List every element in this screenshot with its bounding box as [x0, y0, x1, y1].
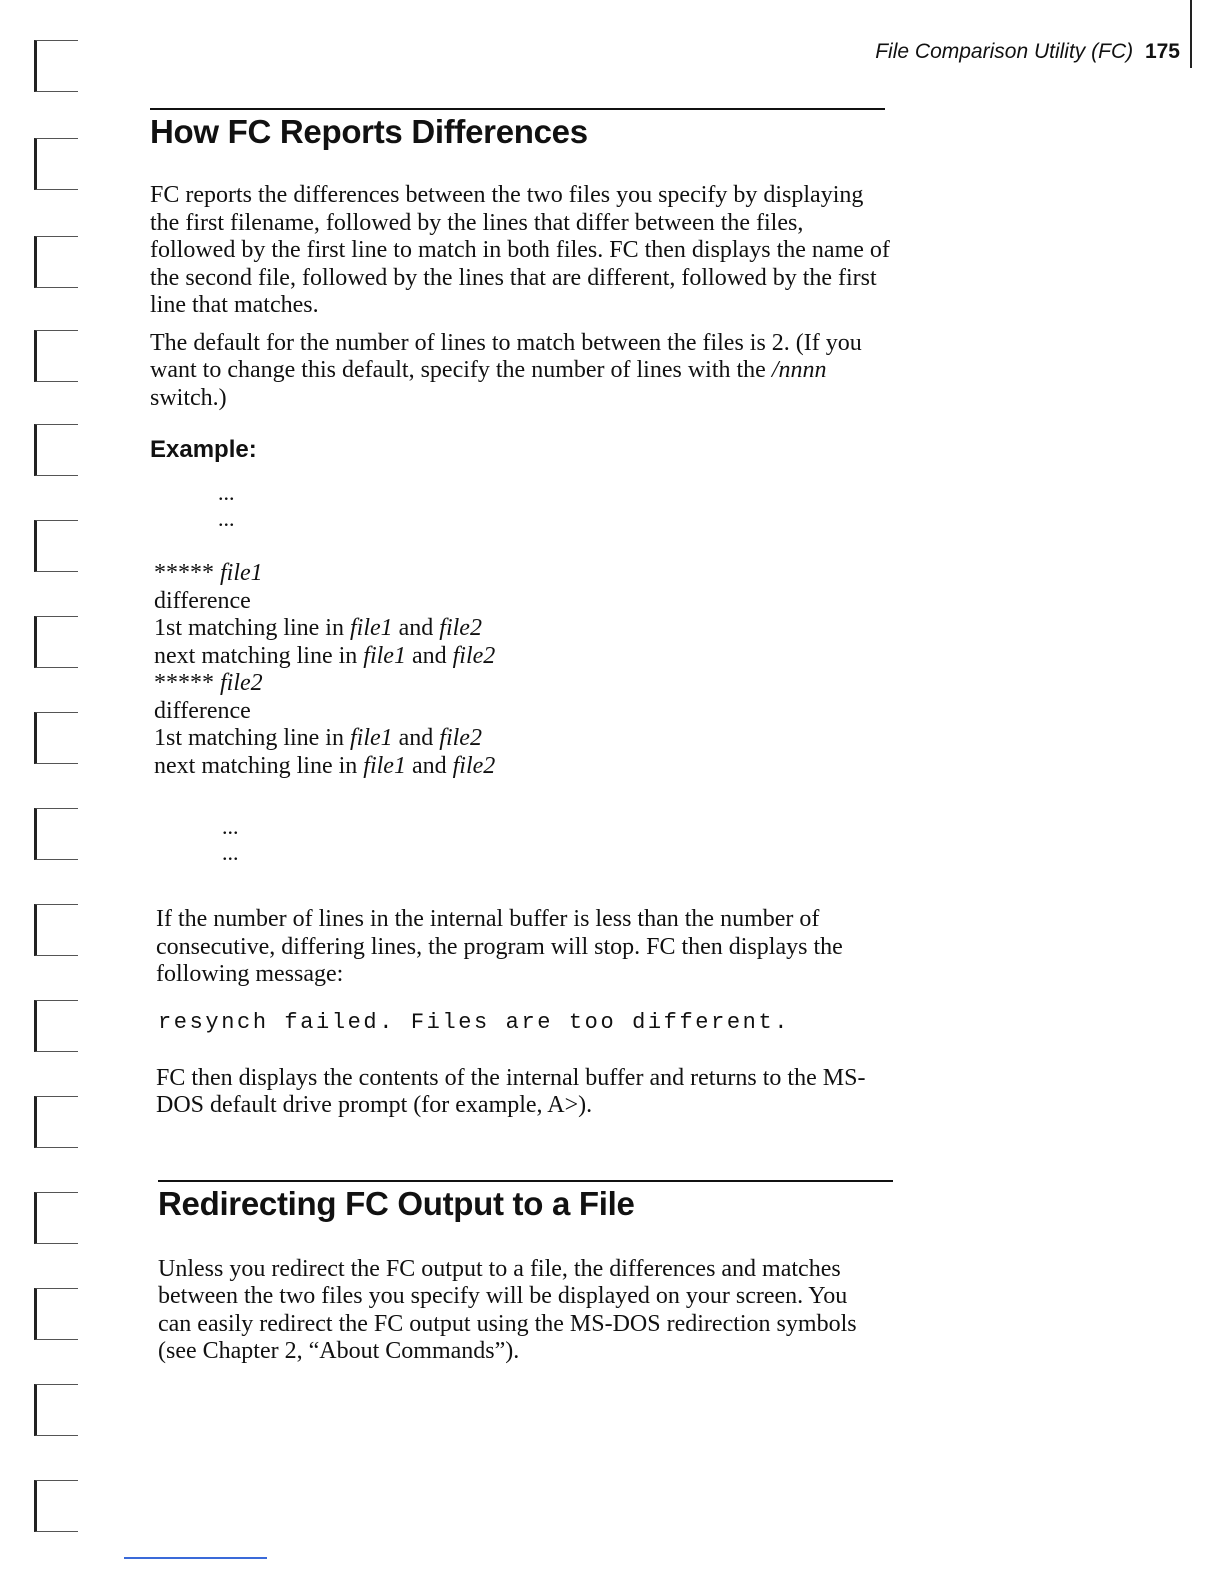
binder-tab-mark — [34, 808, 78, 860]
margin-rule — [1190, 0, 1192, 68]
paragraph-redirect — [158, 1256, 873, 1366]
binder-tab-mark — [34, 712, 78, 764]
section-rule — [150, 108, 885, 110]
running-head — [875, 40, 1180, 64]
paragraph-text: FC then displays the contents of the internal buffer and returns to the — [156, 1064, 823, 1091]
and-text: and — [405, 642, 453, 669]
ellipsis: ... — [218, 506, 235, 531]
file-name: file2 — [452, 642, 496, 669]
paragraph-text: Unless you redirect the FC output to a file, the differences and matches between the two files you specify will be displayed on your screen. You can easily redirect the FC output using the — [158, 1255, 848, 1337]
paragraph-fc-reports: FC reports the differences between the two files you specify by displaying the first filename, followed by the lines that differ between the files, followed by the first line to match in both files. FC then displays the name of the second file, followed by the lines that are different, followed by the first line that matches. — [150, 182, 890, 318]
ellipsis: ... — [222, 814, 239, 839]
section-rule — [158, 1180, 893, 1182]
binder-tab-mark — [34, 520, 78, 572]
switch-name: /nnnn — [771, 357, 827, 383]
ellipsis: ... — [222, 840, 239, 865]
example-line — [154, 725, 890, 753]
file-name: file1 — [220, 560, 263, 586]
file-name: file1 — [349, 615, 393, 641]
page-edge-mark — [124, 1557, 267, 1559]
match-text: next matching line in — [154, 642, 364, 669]
page-content — [150, 108, 890, 1366]
binder-tab-mark — [34, 1288, 78, 1340]
binder-tab-mark — [34, 616, 78, 668]
match-text: next matching line in — [154, 752, 364, 779]
file-name: file2 — [452, 752, 496, 779]
paragraph-buffer-contents — [156, 1065, 876, 1120]
example-line — [154, 670, 890, 698]
binder-tab-mark — [34, 40, 78, 92]
binder-tab-mark — [34, 904, 78, 956]
paragraph-text: default drive prompt (for example, A>). — [204, 1092, 593, 1118]
page-number: 175 — [1144, 40, 1180, 63]
msdos-text: MS-DOS — [156, 1064, 866, 1118]
running-head-title: File Comparison Utility (FC) — [875, 40, 1134, 63]
file-name: file1 — [363, 752, 406, 779]
example-line — [154, 615, 890, 643]
example-line — [154, 643, 890, 671]
binder-tab-mark — [34, 1096, 78, 1148]
binder-tab-mark — [34, 1480, 78, 1532]
file-name: file1 — [363, 642, 406, 669]
file-name: file2 — [439, 615, 482, 641]
example-line — [154, 753, 890, 781]
paragraph-text: redirection symbols (see Chapter 2, “About Commands”). — [158, 1310, 857, 1364]
paragraph-text: switch.) — [150, 384, 227, 411]
example-output — [150, 560, 890, 780]
file-name: file2 — [439, 725, 482, 751]
ellipsis: ... — [218, 480, 235, 505]
binder-tab-mark — [34, 236, 78, 288]
match-text: 1st matching line in — [154, 615, 350, 641]
paragraph-buffer: If the number of lines in the internal buffer is less than the number of consecutive, differing lines, the program will stop. FC then displays the following message: — [156, 906, 843, 987]
file-name: file2 — [220, 670, 263, 696]
stars: ***** — [154, 560, 214, 586]
paragraph-text: The default for the number of lines to match between the files is 2. (If you want to change this default, specify the number of lines with the — [150, 329, 862, 383]
file-name: file1 — [349, 725, 393, 751]
example-label: Example: — [150, 436, 257, 463]
msdos-text: MS-DOS — [569, 1310, 661, 1337]
example-line: difference — [154, 697, 251, 724]
and-text: and — [392, 725, 440, 751]
binder-tab-mark — [34, 1192, 78, 1244]
binder-tab-mark — [34, 330, 78, 382]
and-text: and — [405, 752, 453, 779]
and-text: and — [392, 615, 440, 641]
binder-tab-mark — [34, 1384, 78, 1436]
section-heading-redirecting: Redirecting FC Output to a File — [158, 1184, 635, 1222]
binder-tab-mark — [34, 424, 78, 476]
example-line — [154, 560, 890, 588]
stars: ***** — [154, 670, 214, 696]
example-line: difference — [154, 587, 251, 614]
error-message: resynch failed. Files are too different. — [158, 1009, 791, 1035]
binder-tab-mark — [34, 1000, 78, 1052]
match-text: 1st matching line in — [154, 725, 350, 751]
section-heading-how-fc-reports: How FC Reports Differences — [150, 113, 588, 150]
paragraph-default-lines — [150, 330, 890, 413]
binder-tab-mark — [34, 138, 78, 190]
